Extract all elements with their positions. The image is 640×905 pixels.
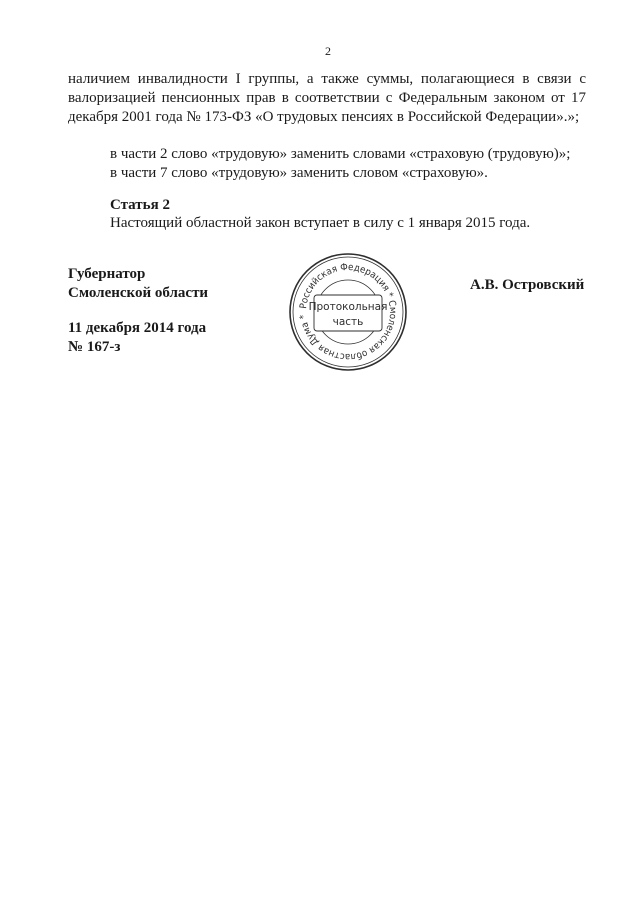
stamp-inner-line2: часть [332, 316, 364, 328]
continuation-paragraph: наличием инвалидности I группы, а также суммы, полагающиеся в связи с валоризацией пенсионных прав в соответствии с Федеральным законом от 17 декабря 2001 года № 173-ФЗ «О трудовых пенсиях в Российской Федерации».»; [68, 71, 586, 125]
article-heading: Статья 2 [110, 197, 170, 213]
signer-title-line2: Смоленской области [68, 285, 209, 301]
amendment-item-1: в части 2 слово «трудовую» заменить словами «страховую (трудовую)»; [110, 146, 571, 162]
stamp-outer-text: Российская Федерация * Смоленская областная Дума * [298, 261, 399, 363]
amendment-item-2: в части 7 слово «трудовую» заменить словом «страховую». [110, 165, 488, 181]
signer-title-line1: Губернатор [68, 266, 146, 282]
law-number: № 167-з [68, 339, 121, 355]
stamp-inner-line1: Протокольная [308, 301, 388, 313]
signer-name: А.В. Островский [470, 277, 585, 293]
official-stamp [287, 251, 409, 373]
page-number: 2 [325, 44, 331, 58]
article-text: Настоящий областной закон вступает в силу с 1 января 2015 года. [110, 215, 531, 231]
signing-date: 11 декабря 2014 года [68, 320, 207, 336]
